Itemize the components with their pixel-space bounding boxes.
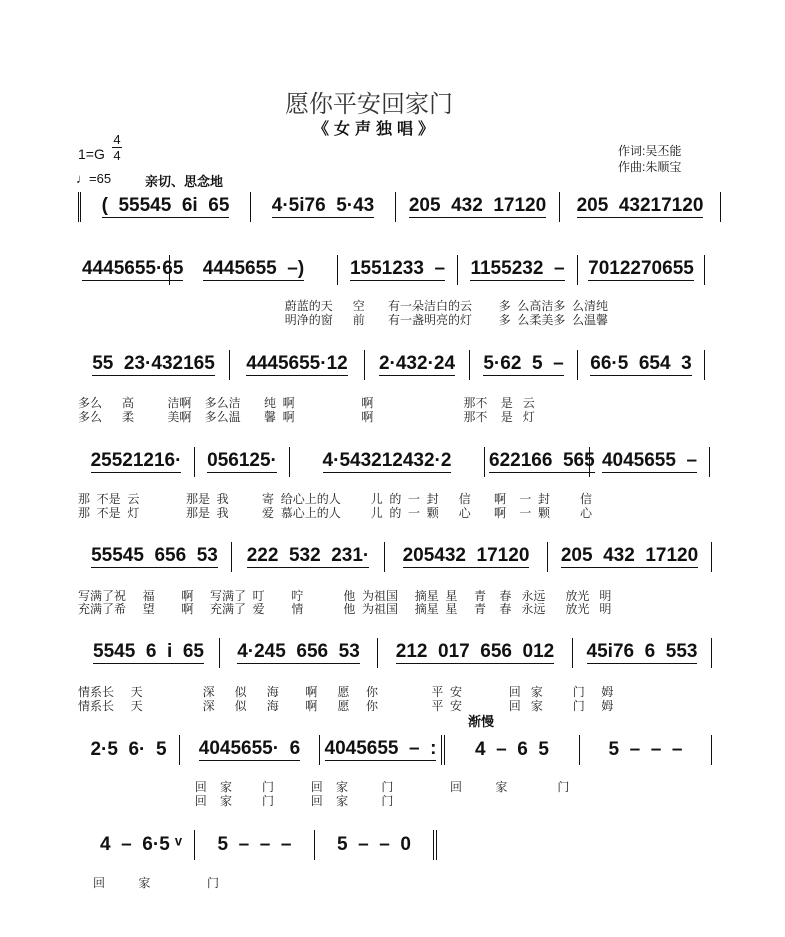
lyrics-verse-2: 充满了希 望 啊 充满了 爱 情 他 为祖国 摘星 星 青 春 永远 放光 明: [78, 602, 612, 616]
time-bottom: 4: [113, 148, 121, 163]
measure: 5 – – –: [217, 833, 292, 855]
lyrics-final: 回 家 门: [93, 876, 220, 890]
measure: 45i76 6 553: [586, 641, 698, 662]
measure: 4 – 6 5: [475, 738, 549, 760]
lyrics-verse-1: 多么 高 洁啊 多么洁 纯 啊 啊 那不 是 云: [78, 396, 535, 410]
measure: 205 432 17120: [560, 545, 699, 566]
measure: 205 432 17120: [408, 195, 547, 216]
measure: 7012270655: [588, 258, 694, 279]
staff-system-3: [78, 350, 705, 380]
key-signature: 1=G: [78, 146, 105, 162]
measure: 5 – – 0: [337, 833, 411, 855]
measure: 25521216·: [90, 450, 182, 471]
lyrics-verse-2: 那 不是 灯 那是 我 爱 慕心上的人 儿 的 一 颗 心 啊 一 颗 心: [78, 506, 593, 520]
staff-system-1: [78, 192, 721, 222]
measure: ( 55545 6i 65: [101, 195, 230, 216]
staff-system-8: [88, 830, 437, 860]
lyrics-verse-1: 情系长 天 深 似 海 啊 愿 你 平 安 回 家 门 姆: [78, 685, 614, 699]
lyrics-verse-2: 情系长 天 深 似 海 啊 愿 你 平 安 回 家 门 姆: [78, 699, 614, 713]
measure: 2·432·24: [378, 353, 456, 374]
composer: 作曲:朱顺宝: [618, 160, 682, 174]
measure: 4445655 –): [202, 258, 305, 279]
measure: 4045655 – :: [324, 738, 437, 759]
measure: 4445655·65: [82, 258, 184, 279]
measure: 66·5 654 3: [590, 353, 692, 374]
measure: 2·5 6· 5: [90, 738, 167, 760]
measure: 4·543212432·2: [322, 450, 452, 471]
measure: 4·5i76 5·43: [271, 195, 375, 216]
measure: 55545 656 53: [91, 545, 218, 566]
measure: 1551233 –: [349, 258, 446, 279]
measure: 622166 565: [489, 450, 595, 471]
measure: 205 43217120: [576, 195, 704, 216]
staff-system-2: [78, 255, 705, 285]
lyrics-verse-2: 回 家 门 回 家 门: [78, 794, 394, 808]
staff-system-6: [78, 638, 712, 668]
song-title: 愿你平安回家门: [285, 90, 453, 118]
measure: 5545 6 i 65: [93, 641, 204, 662]
staff-system-7: [78, 735, 712, 765]
staff-system-5: [78, 542, 712, 572]
measure: 205432 17120: [402, 545, 530, 566]
measure: 4·245 656 53: [237, 641, 360, 662]
ritardando-mark: 渐慢: [468, 714, 495, 729]
measure: 4445655·12: [246, 353, 348, 374]
lyrics-verse-1: 蔚蓝的天 空 有一朵洁白的云 多 么高洁多 么清纯: [78, 299, 609, 313]
measure: 55 23·432165: [92, 353, 215, 374]
lyrics-verse-2: 多么 柔 美啊 多么温 馨 啊 啊 那不 是 灯: [78, 410, 535, 424]
measure: 212 017 656 012: [395, 641, 555, 662]
lyrics-verse-1: 那 不是 云 那是 我 寄 给心上的人 儿 的 一 封 信 啊 一 封 信: [78, 492, 593, 506]
measure: 222 532 231·: [246, 545, 370, 566]
tempo-mark: ♩=65: [76, 171, 112, 186]
measure: 4045655 –: [601, 450, 698, 471]
staff-system-4: [78, 447, 710, 477]
lyrics-verse-2: 明净的窗 前 有一盏明亮的灯 多 么柔美多 么温馨: [78, 313, 609, 327]
lyricist: 作词:吴丕能: [618, 144, 682, 158]
time-top: 4: [113, 132, 121, 147]
song-subtitle: 《女声独唱》: [313, 121, 440, 138]
time-signature: [112, 132, 122, 163]
lyrics-verse-1: 写满了祝 福 啊 写满了 叮 咛 他 为祖国 摘星 星 青 春 永远 放光 明: [78, 589, 612, 603]
measure: 1155232 –: [470, 258, 565, 279]
measure: 056125·: [207, 450, 277, 471]
measure: 4 – 6·5 ᵛ: [100, 833, 182, 855]
measure: 4045655· 6: [198, 738, 301, 759]
measure: 5 – – –: [608, 738, 683, 760]
measure: 5·62 5 –: [483, 353, 564, 374]
lyrics-verse-1: 回 家 门 回 家 门 回 家 门: [78, 780, 570, 794]
expression-mark: 亲切、思念地: [145, 174, 224, 189]
